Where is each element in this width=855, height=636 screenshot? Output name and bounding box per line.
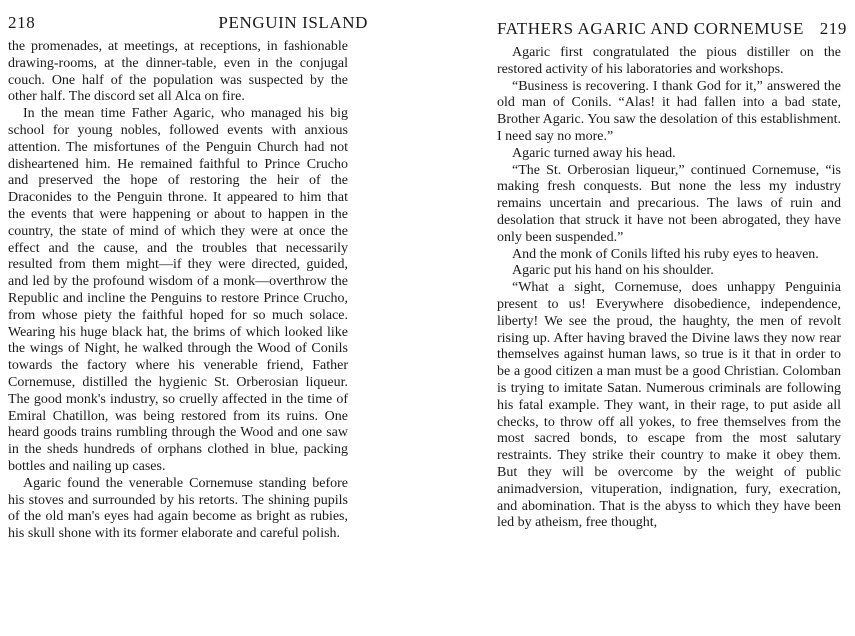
right-page — [493, 0, 848, 636]
right-paragraph: “Business is recovering. I thank God for it,” answered the old man of Conils. “Alas! it had fallen into a bad state, Brother Agaric. You saw the desolation of this establishment. I need say no more.” — [497, 78, 841, 144]
right-paragraph: And the monk of Conils lifted his ruby eyes to heaven. — [512, 246, 819, 262]
left-paragraph: Agaric found the venerable Cornemuse standing before his stoves and surrounded by his retorts. The shining pupils of the old man's eyes had again become as bright as rubies, his skull shone with its former elaborate and careful polish. — [8, 475, 348, 542]
right-paragraph: “The St. Orberosian liqueur,” continued Cornemuse, “is making fresh conquests. But none the less my industry remains uncertain and precarious. The laws of ruin and desolation that struck it have not been abrogated, they have only been suspended.” — [497, 162, 841, 245]
left-paragraph: In the mean time Father Agaric, who managed his big school for young nobles, followed events with anxious attention. The misfortunes of the Penguin Church had not disheartened him. He remained faithful to Prince Crucho and preserved the hope of restoring the heir of the Draconides to the Penguin throne. It appeared to him that the events that were happening or about to happen in the country, the state of mind of which they were at once the effect and the cause, and the troubles that necessarily resulted from them might—if they were directed, guided, and led by the profound wisdom of a monk—overthrow the Republic and incline the Penguins to restore Prince Crucho, from whose piety the faithful hoped for so much solace. Wearing his huge black hat, the brims of which looked like the wings of Night, he walked through the Wood of Conils towards the factory where his venerable friend, Father Cornemuse, distilled the hygienic St. Orberosian liqueur. The good monk's industry, so cruelly affected in the time of Emiral Chatillon, was being restored from its ruins. One heard goods trains rumbling through the Wood and one saw in the sheds hundreds of orphans clothed in blue, packing bottles and nailing up cases. — [8, 106, 348, 474]
left-running-head: PENGUIN ISLAND — [218, 13, 368, 32]
left-page-body — [8, 39, 348, 543]
left-page-header — [8, 13, 368, 39]
right-paragraph: Agaric put his hand on his shoulder. — [512, 263, 714, 279]
right-page-number: 219 — [819, 19, 847, 38]
left-page-number: 218 — [8, 13, 36, 32]
right-paragraph: “What a sight, Cornemuse, does unhappy Penguinia present to us! Everywhere disobedience, independence, liberty! We see the proud, the haughty, the men of revolt rising up. After having braved the Divine laws they now rear themselves against human laws, so true is it that in order to be a good citizen a man must be a good Christian. Colomban is trying to imitate Satan. Numerous criminals are following his fatal example. They want, in their rage, to put aside all checks, to throw off all yokes, to free themselves from the most sacred bonds, to escape from the most salutary restraints. They strike their country to make it obey them. But they will be overcome by the weight of public animadversion, vituperation, indignation, fury, execration, and abomination. That is the abyss to which they have been led by atheism, free thought, — [497, 280, 841, 531]
left-paragraph: the promenades, at meetings, at receptions, in fashionable drawing-rooms, at the dinner-table, even in the conjugal couch. One half of the population was suspected by the other half. The discord set all Alca on fire. — [8, 39, 348, 105]
right-page-body — [497, 45, 841, 532]
right-paragraph: Agaric first congratulated the pious distiller on the restored activity of his laboratories and workshops. — [497, 45, 841, 77]
right-page-header — [497, 19, 847, 45]
left-page — [0, 0, 415, 636]
right-paragraph: Agaric turned away his head. — [512, 145, 676, 161]
right-running-head: FATHERS AGARIC AND CORNEMUSE — [497, 19, 804, 38]
